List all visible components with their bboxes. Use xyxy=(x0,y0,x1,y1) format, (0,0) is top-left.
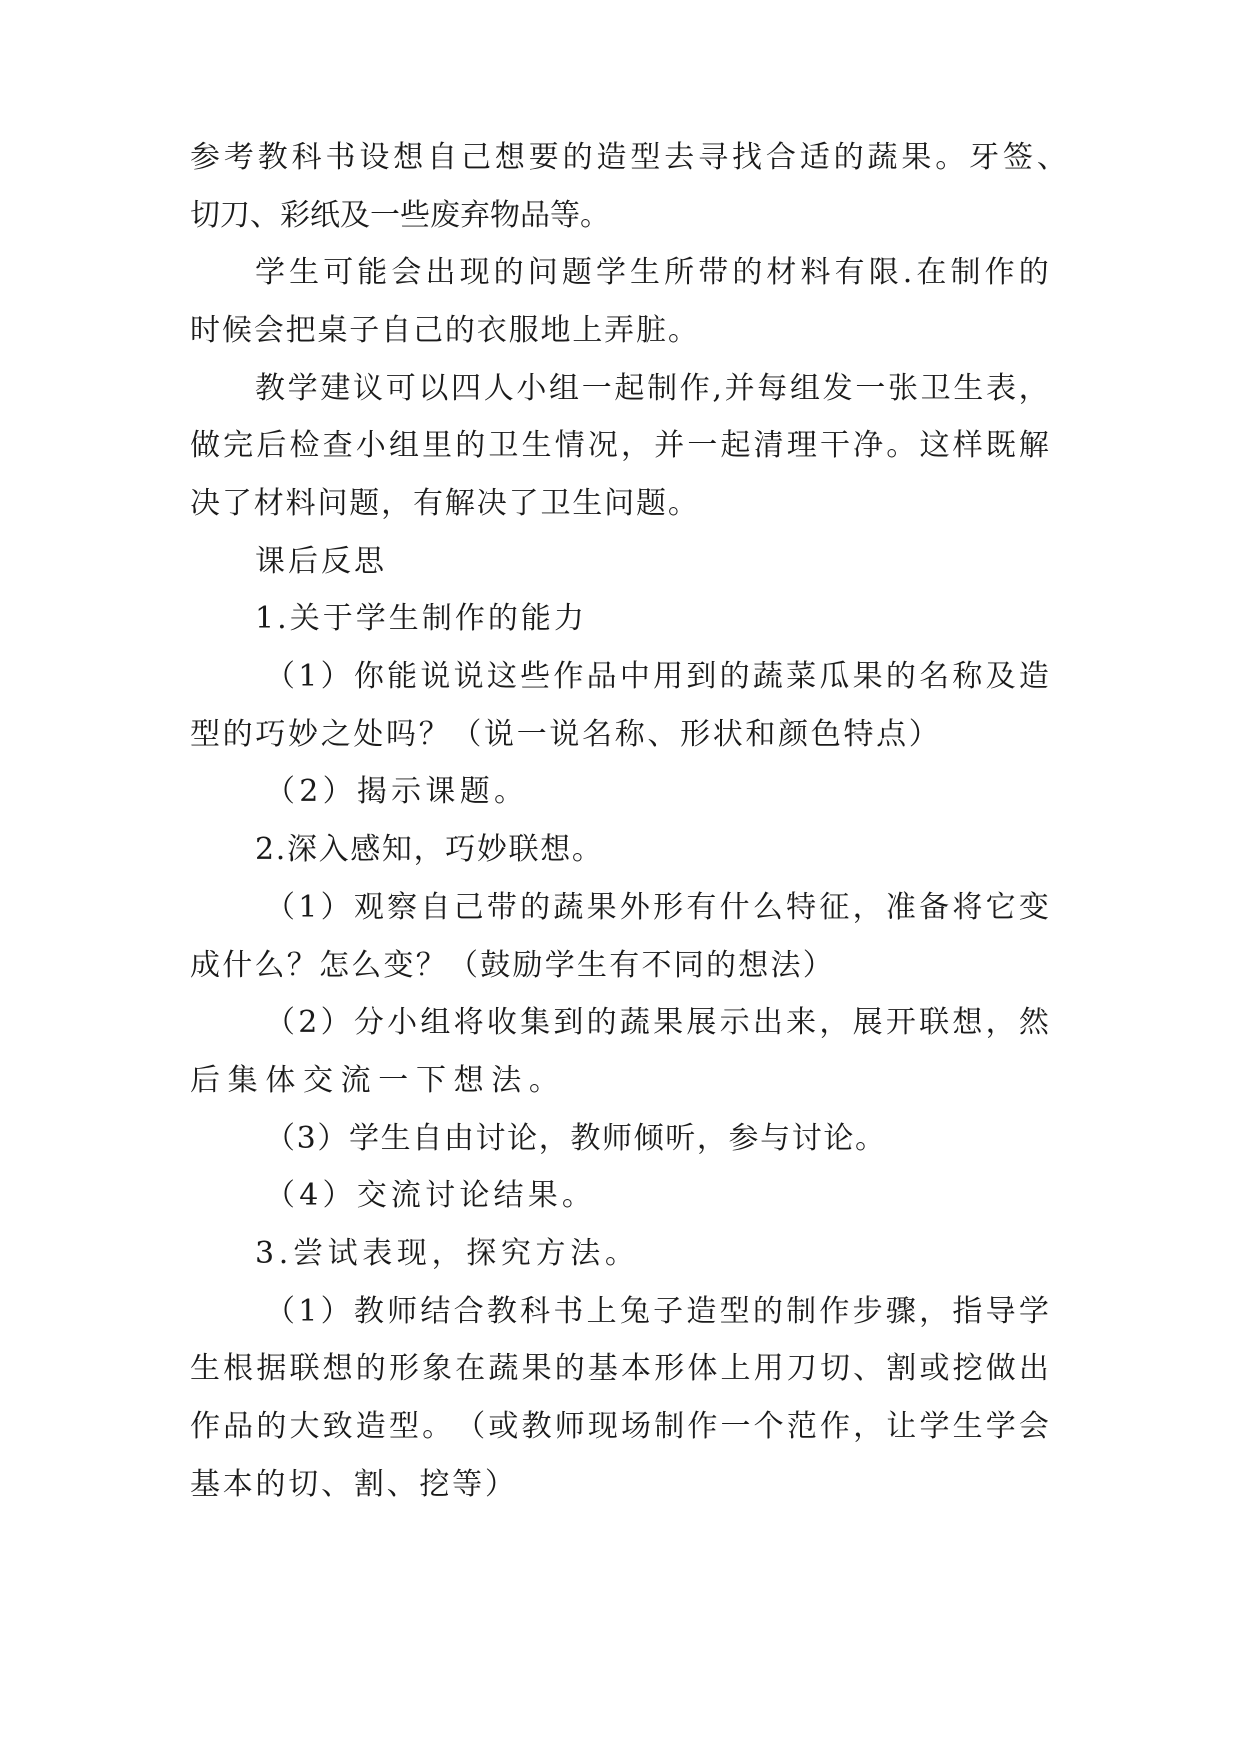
text-line-16: （ 2 ） 分 小 组 将 收 集 到 的 蔬 果 展 示 出 来 ， 展 开 联 想 ， 然 xyxy=(265,1005,1049,1040)
text-line-6: 做 完 后 检 查 小 组 里 的 卫 生 情 况 ， 并 一 起 清 理 干 净 。 这 样 既 解 xyxy=(190,428,1049,463)
text-line-11: 型 的 巧 妙 之 处 吗 ？ （ 说 一 说 名 称 、 形 状 和 颜 色 特 点 ） xyxy=(190,717,939,752)
text-line-1: 参 考 教 科 书 设 想 自 己 想 要 的 造 型 去 寻 找 合 适 的 蔬 果 。 牙 签 、 xyxy=(190,140,1067,175)
text-line-23: 作 品 的 大 致 造 型 。 （ 或 教 师 现 场 制 作 一 个 范 作 ， 让 学 生 学 会 xyxy=(190,1409,1049,1444)
text-line-9: 1 . 关 于 学 生 制 作 的 能 力 xyxy=(255,601,584,636)
text-line-12: （ 2 ） 揭 示 课 题 。 xyxy=(265,774,524,809)
text-line-22: 生 根 据 联 想 的 形 象 在 蔬 果 的 基 本 形 体 上 用 刀 切 、 割 或 挖 做 出 xyxy=(190,1351,1049,1386)
text-line-3: 学 生 可 能 会 出 现 的 问 题 学 生 所 带 的 材 料 有 限 . 在 制 作 的 xyxy=(255,255,1049,290)
text-line-13: 2 . 深 入 感 知 ， 巧 妙 联 想 。 xyxy=(255,832,602,867)
text-line-24: 基 本 的 切 、 割 、 挖 等 ） xyxy=(190,1467,515,1502)
text-line-7: 决 了 材 料 问 题 ， 有 解 决 了 卫 生 问 题 。 xyxy=(190,486,698,521)
text-line-18: （ 3 ） 学 生 自 由 讨 论 ， 教 师 倾 听 ， 参 与 讨 论 。 xyxy=(265,1121,885,1156)
text-line-15: 成 什 么 ？ 怎 么 变 ？ （ 鼓 励 学 生 有 不 同 的 想 法 ） xyxy=(190,948,833,983)
text-line-2: 切 刀 、 彩 纸 及 一 些 废 弃 物 品 等 。 xyxy=(190,198,610,233)
text-line-4: 时 候 会 把 桌 子 自 己 的 衣 服 地 上 弄 脏 。 xyxy=(190,313,698,348)
section-heading: 课 后 反 思 xyxy=(255,544,384,579)
text-line-5: 教 学 建 议 可 以 四 人 小 组 一 起 制 作 , 并 每 组 发 一 张 卫 生 表 ， xyxy=(255,371,1049,406)
text-line-14: （ 1 ） 观 察 自 己 带 的 蔬 果 外 形 有 什 么 特 征 ， 准 备 将 它 变 xyxy=(265,890,1049,925)
text-line-10: （ 1 ） 你 能 说 说 这 些 作 品 中 用 到 的 蔬 菜 瓜 果 的 名 称 及 造 xyxy=(265,659,1049,694)
text-line-21: （ 1 ） 教 师 结 合 教 科 书 上 兔 子 造 型 的 制 作 步 骤 ， 指 导 学 xyxy=(265,1294,1049,1329)
text-line-19: （ 4 ） 交 流 讨 论 结 果 。 xyxy=(265,1178,592,1213)
text-line-20: 3 . 尝 试 表 现 ， 探 究 方 法 。 xyxy=(255,1236,635,1271)
text-line-17: 后 集 体 交 流 一 下 想 法 。 xyxy=(190,1063,559,1098)
